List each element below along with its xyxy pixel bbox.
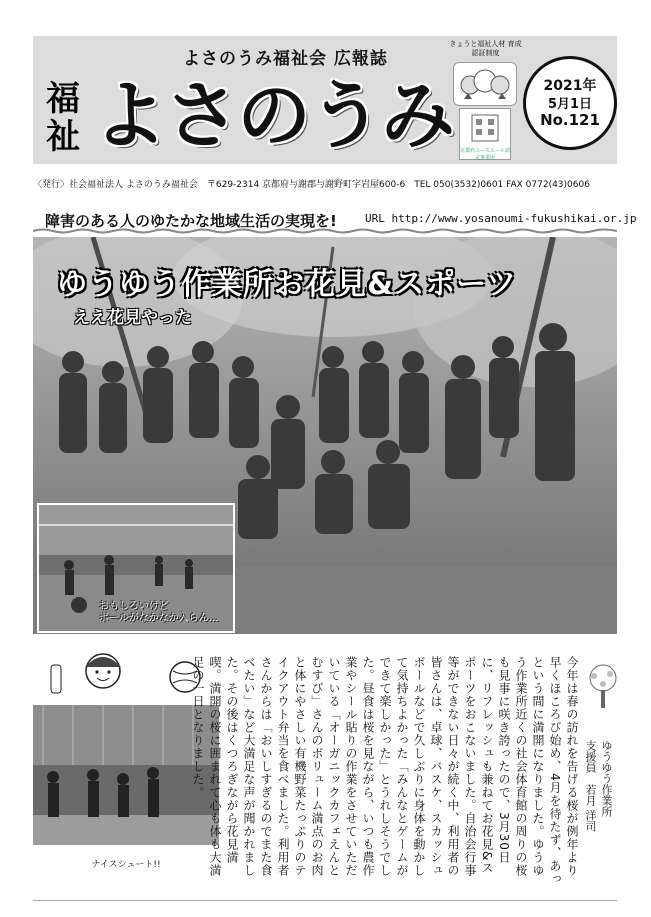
wave-divider: [33, 228, 617, 234]
newsletter-title: よさのうみ: [93, 73, 453, 159]
basketball-caption: ナイスシュート!!: [91, 860, 161, 870]
issue-year: 2021年: [543, 78, 597, 94]
issue-badge: [523, 56, 617, 150]
youth-yell-badge-icon: [459, 108, 511, 160]
main-photo: [33, 237, 617, 634]
byline: [582, 740, 614, 890]
org-line: よさのうみ福祉会 広報誌: [183, 49, 388, 69]
inset-caption: [99, 601, 219, 625]
slogan-bar: [33, 200, 637, 236]
bottom-divider: [33, 900, 617, 901]
article-body: 今年は春の訪れを告げる桜が例年より早くほころび始め、4月を待たず、あっという間に満開になりました。ゆうゆう作業所近くの社会体育館の周りの桜も見事に咲き誇ったので、3月30日に、リフレッシュも兼ねてお花見&スポーツをおこないました。自治会行事等ができない日々が続く中、利用者の皆さんは、卓球、バスケ、スカッシュボールなどで久しぶりに身体を動かして気持ちよかった「みんなとゲームができて楽しかった」とうれしそうでした。昼食は桜を見ながら、いつも農作業やシール貼りの作業をさせていただいている「オーガニックカフェえんとむすび」さんのボリューム満点のお肉と体にやさしい有機野菜たっぷりのテイクアウト弁当を食べました。利用者さんからは「おいしすぎるのでまた食べたい」など大満足な声が聞かれました。その後はくつろぎながら花見満喫。満開の桜に囲まれて心も体も大満足の一日となりました。: [191, 656, 579, 886]
photo-headline: ゆうゆう作業所お花見&スポーツ: [57, 267, 517, 302]
photo-subheadline: ええ花見やった: [73, 308, 192, 328]
cherry-tree-icon: [583, 662, 623, 712]
byline-author: 支援員 若月 洋司: [584, 740, 597, 832]
inset-caption-line2: ボールがなかなか入らん…: [99, 613, 219, 624]
certification-badge-icon: [453, 62, 517, 106]
inset-caption-line1: おもしろいけど: [99, 601, 169, 612]
masthead: [33, 36, 617, 164]
byline-org: ゆうゆう作業所: [600, 740, 613, 817]
website-url[interactable]: URL http://www.yosanoumi-fukushikai.or.jp: [365, 212, 637, 225]
publisher-info: 〈発行〉社会福祉法人 よさのうみ福祉会 〒629-2314 京都府与謝郡与謝野町字岩屋600-6 TEL 050(3532)0601 FAX 0772(43)0606: [33, 180, 590, 190]
fukushi-label: 福祉: [46, 79, 80, 157]
issue-date: 5月1日: [547, 97, 593, 112]
slogan: 障害のある人のゆたかな地域生活の実現を!: [45, 212, 337, 230]
issue-number: No.121: [540, 111, 600, 129]
certification-label: きょうと福祉人材 育成認証制度: [449, 40, 522, 57]
inset-photo: [37, 503, 235, 633]
youth-yell-label: 京都府ユースエール認定事業所: [460, 148, 510, 161]
